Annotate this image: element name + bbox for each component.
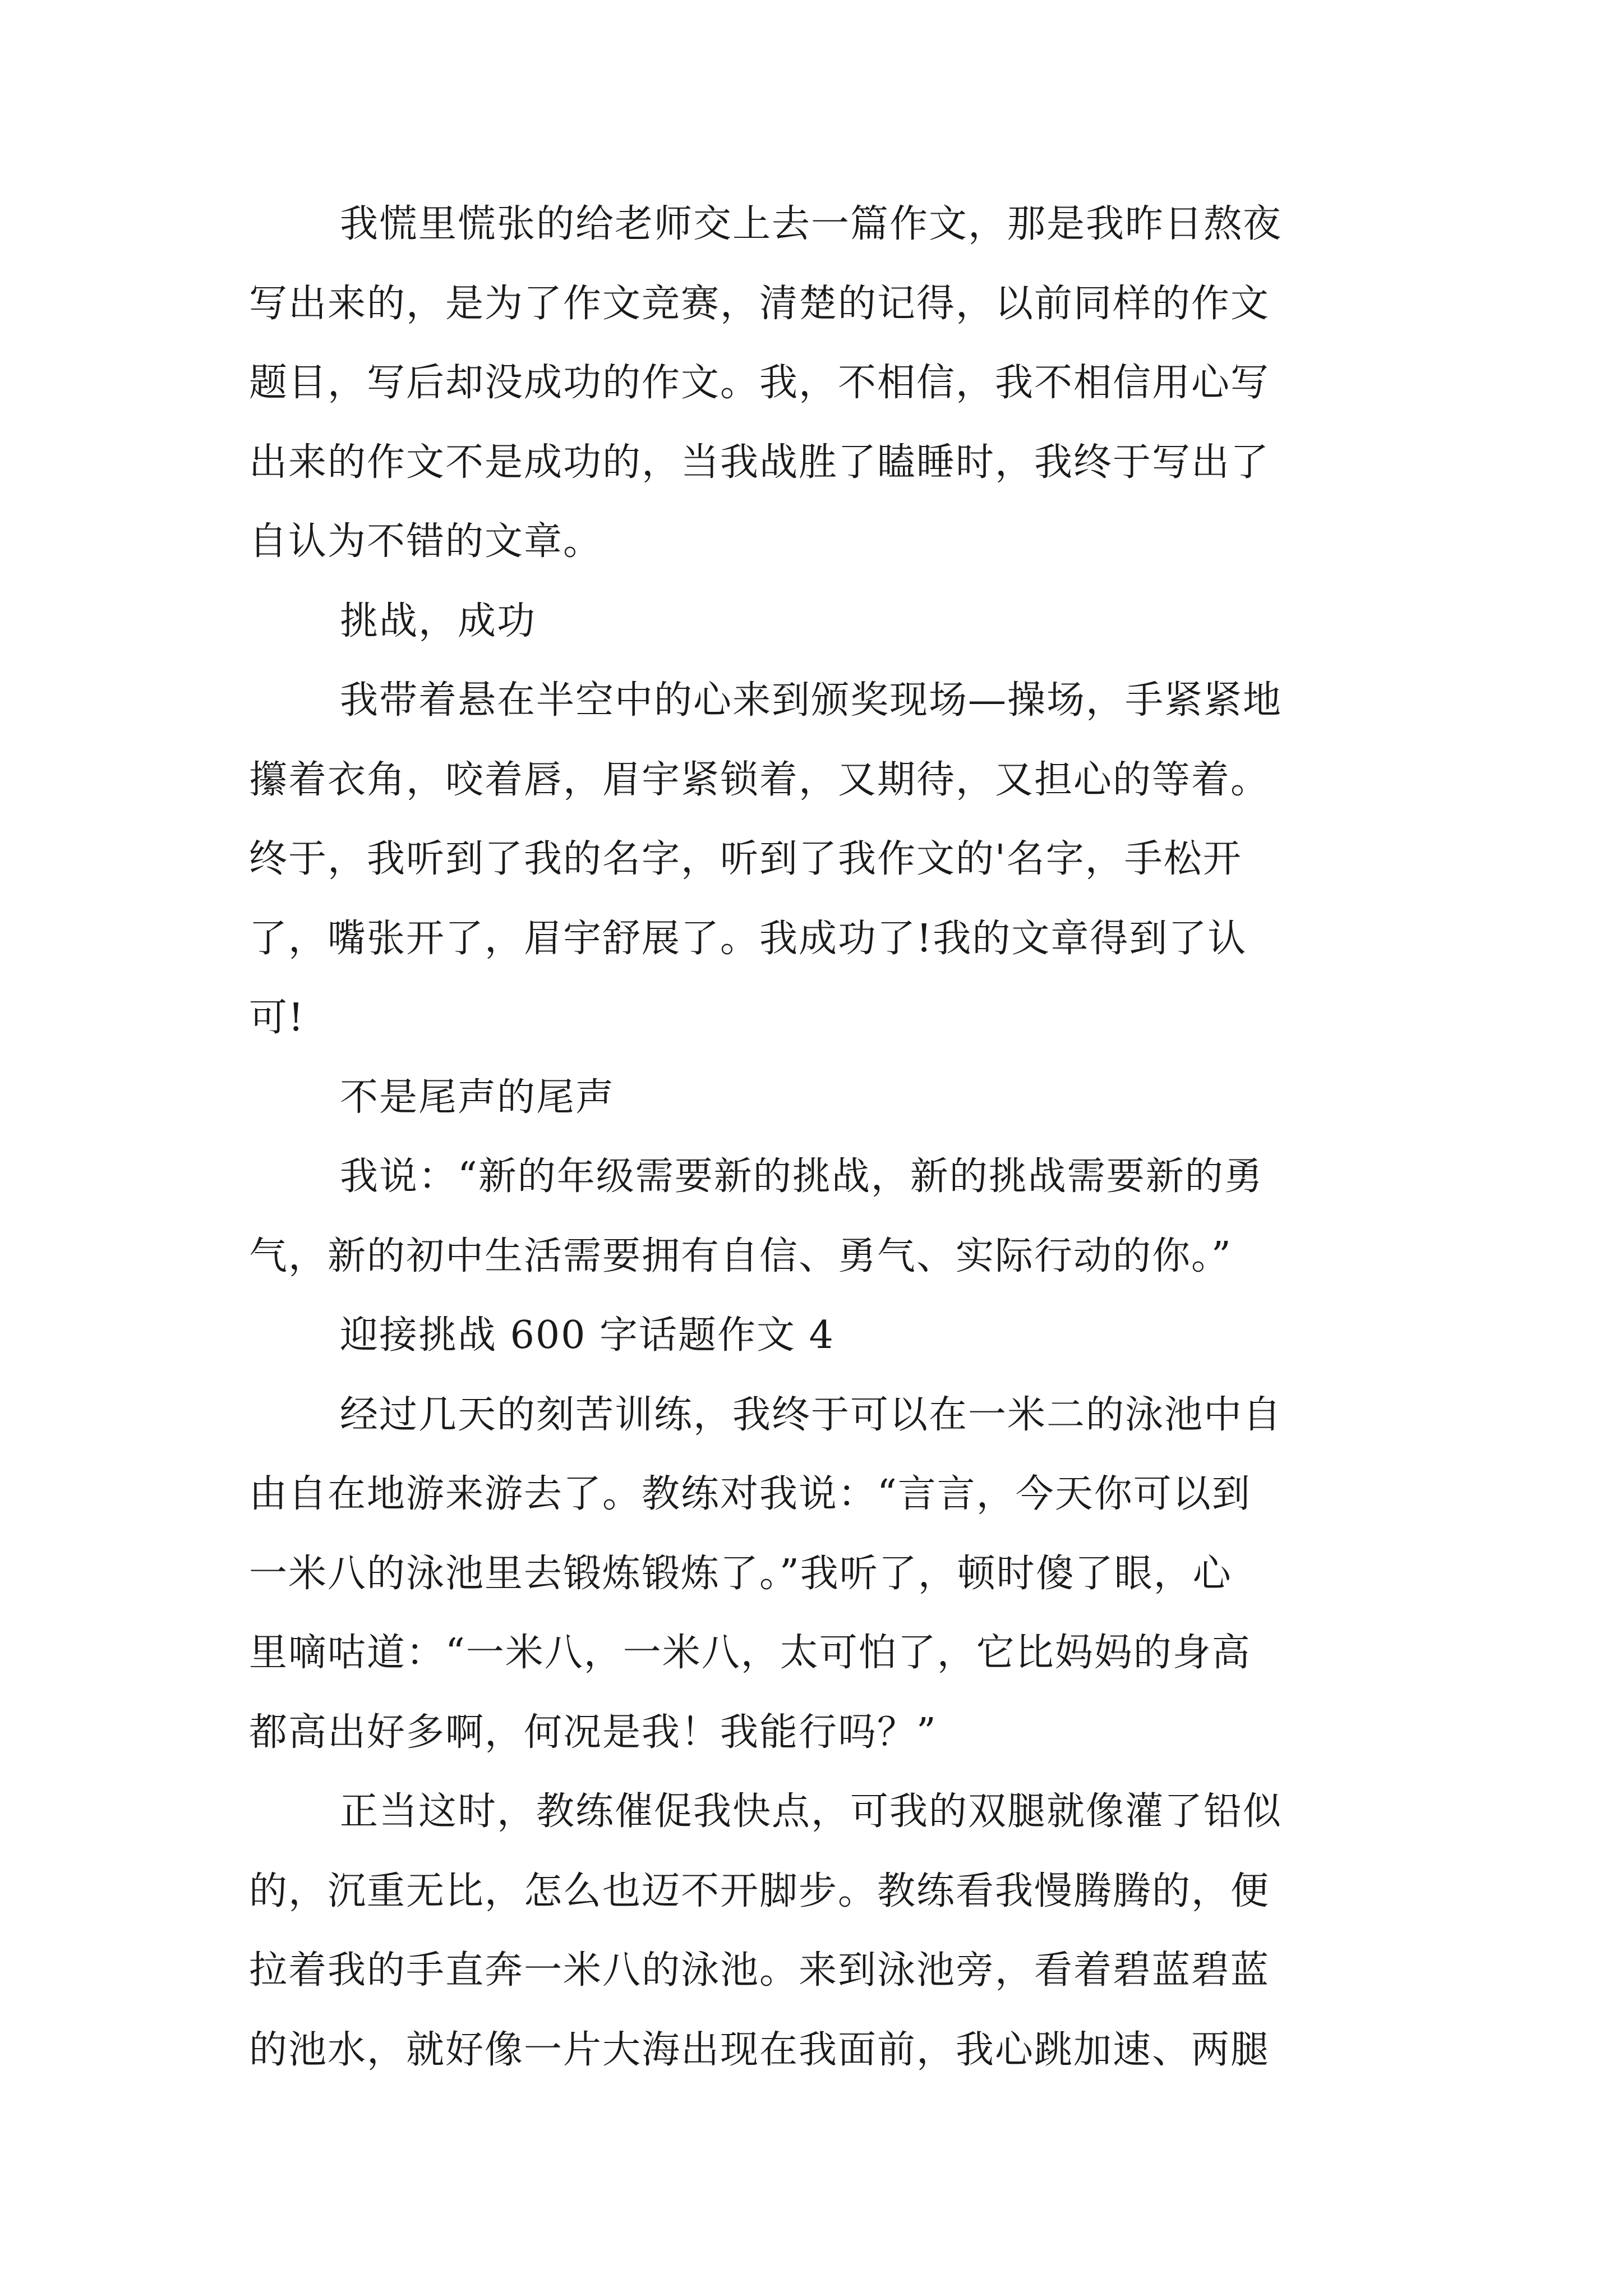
document-text-line: 我带着悬在半空中的心来到颁奖现场—操场，手紧紧地 [340, 678, 1283, 723]
document-text-line: 写出来的，是为了作文竞赛，清楚的记得，以前同样的作文 [249, 282, 1270, 326]
document-text-line: 气，新的初中生活需要拥有自信、勇气、实际行动的你。” [249, 1234, 1232, 1278]
document-text-line: 里嘀咕道：“一米八，一米八，太可怕了，它比妈妈的身高 [249, 1631, 1251, 1675]
document-text-line: 一米八的泳池里去锻炼锻炼了。”我听了，顿时傻了眼，心 [249, 1552, 1232, 1596]
document-text-line: 我慌里慌张的给老师交上去一篇作文，那是我昨日熬夜 [340, 202, 1283, 246]
document-text-line: 不是尾声的尾声 [340, 1075, 615, 1120]
document-text-line: 挑战，成功 [340, 599, 537, 643]
document-text-line: 经过几天的刻苦训练，我终于可以在一米二的泳池中自 [340, 1393, 1283, 1437]
document-text-line: 自认为不错的文章。 [249, 519, 603, 564]
document-text-line: 攥着衣角，咬着唇，眉宇紧锁着，又期待，又担心的等着。 [249, 758, 1270, 802]
document-text-line: 我说：“新的年级需要新的挑战，新的挑战需要新的勇 [340, 1154, 1264, 1199]
document-text-line: 可! [249, 996, 305, 1040]
document-text-line: 了，嘴张开了，眉宇舒展了。我成功了!我的文章得到了认 [249, 917, 1247, 961]
document-text-line: 的，沉重无比，怎么也迈不开脚步。教练看我慢腾腾的，便 [249, 1869, 1270, 1913]
document-text-line: 正当这时，教练催促我快点，可我的双腿就像灌了铅似 [340, 1789, 1283, 1834]
document-text-line: 终于，我听到了我的名字，听到了我作文的'名字，手松开 [249, 837, 1242, 881]
document-text-line: 题目，写后却没成功的作文。我，不相信，我不相信用心写 [249, 361, 1270, 405]
document-text-line: 出来的作文不是成功的，当我战胜了瞌睡时，我终于写出了 [249, 440, 1270, 485]
document-text-line: 拉着我的手直奔一米八的泳池。来到泳池旁，看着碧蓝碧蓝 [249, 1948, 1270, 1993]
document-text-line: 由自在地游来游去了。教练对我说：“言言，今天你可以到 [249, 1472, 1251, 1516]
document-text-line: 都高出好多啊，何况是我！我能行吗？” [249, 1710, 937, 1755]
document-text-line: 迎接挑战 600 字话题作文 4 [340, 1313, 834, 1358]
document-text-line: 的池水，就好像一片大海出现在我面前，我心跳加速、两腿 [249, 2028, 1270, 2072]
